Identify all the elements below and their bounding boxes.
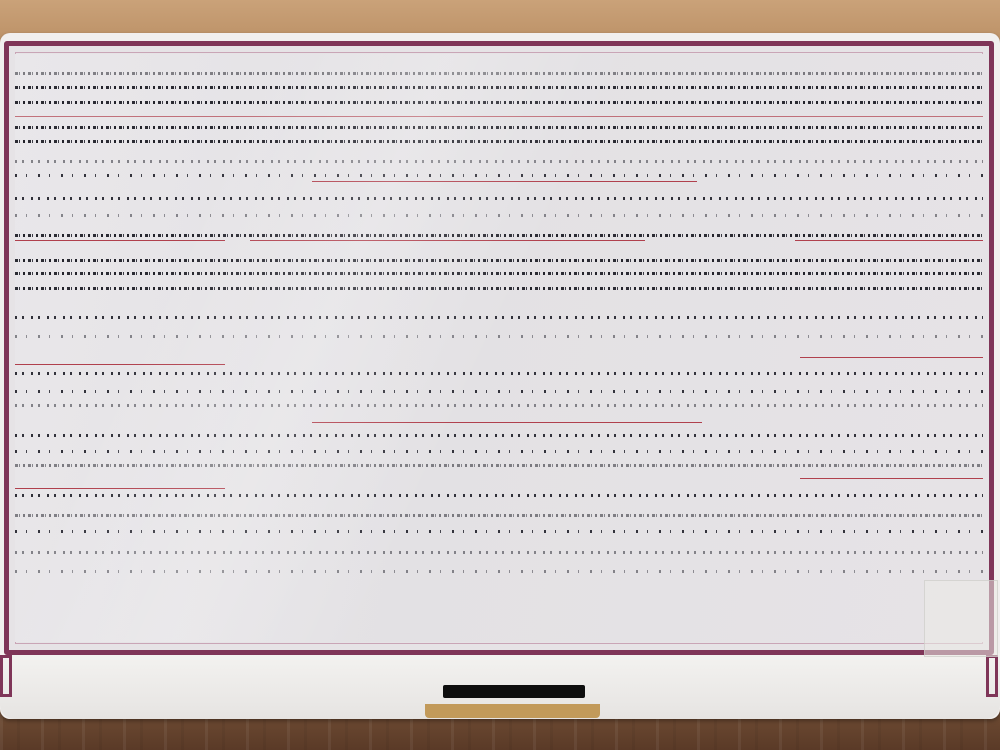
eink-device — [0, 33, 1000, 719]
tape-piece — [924, 580, 998, 657]
screen-glare — [15, 54, 983, 642]
right-notch — [986, 655, 998, 697]
flex-cable-tab — [425, 704, 600, 718]
left-notch — [0, 655, 12, 697]
eink-screen — [15, 54, 983, 642]
connector-slot — [443, 685, 585, 698]
